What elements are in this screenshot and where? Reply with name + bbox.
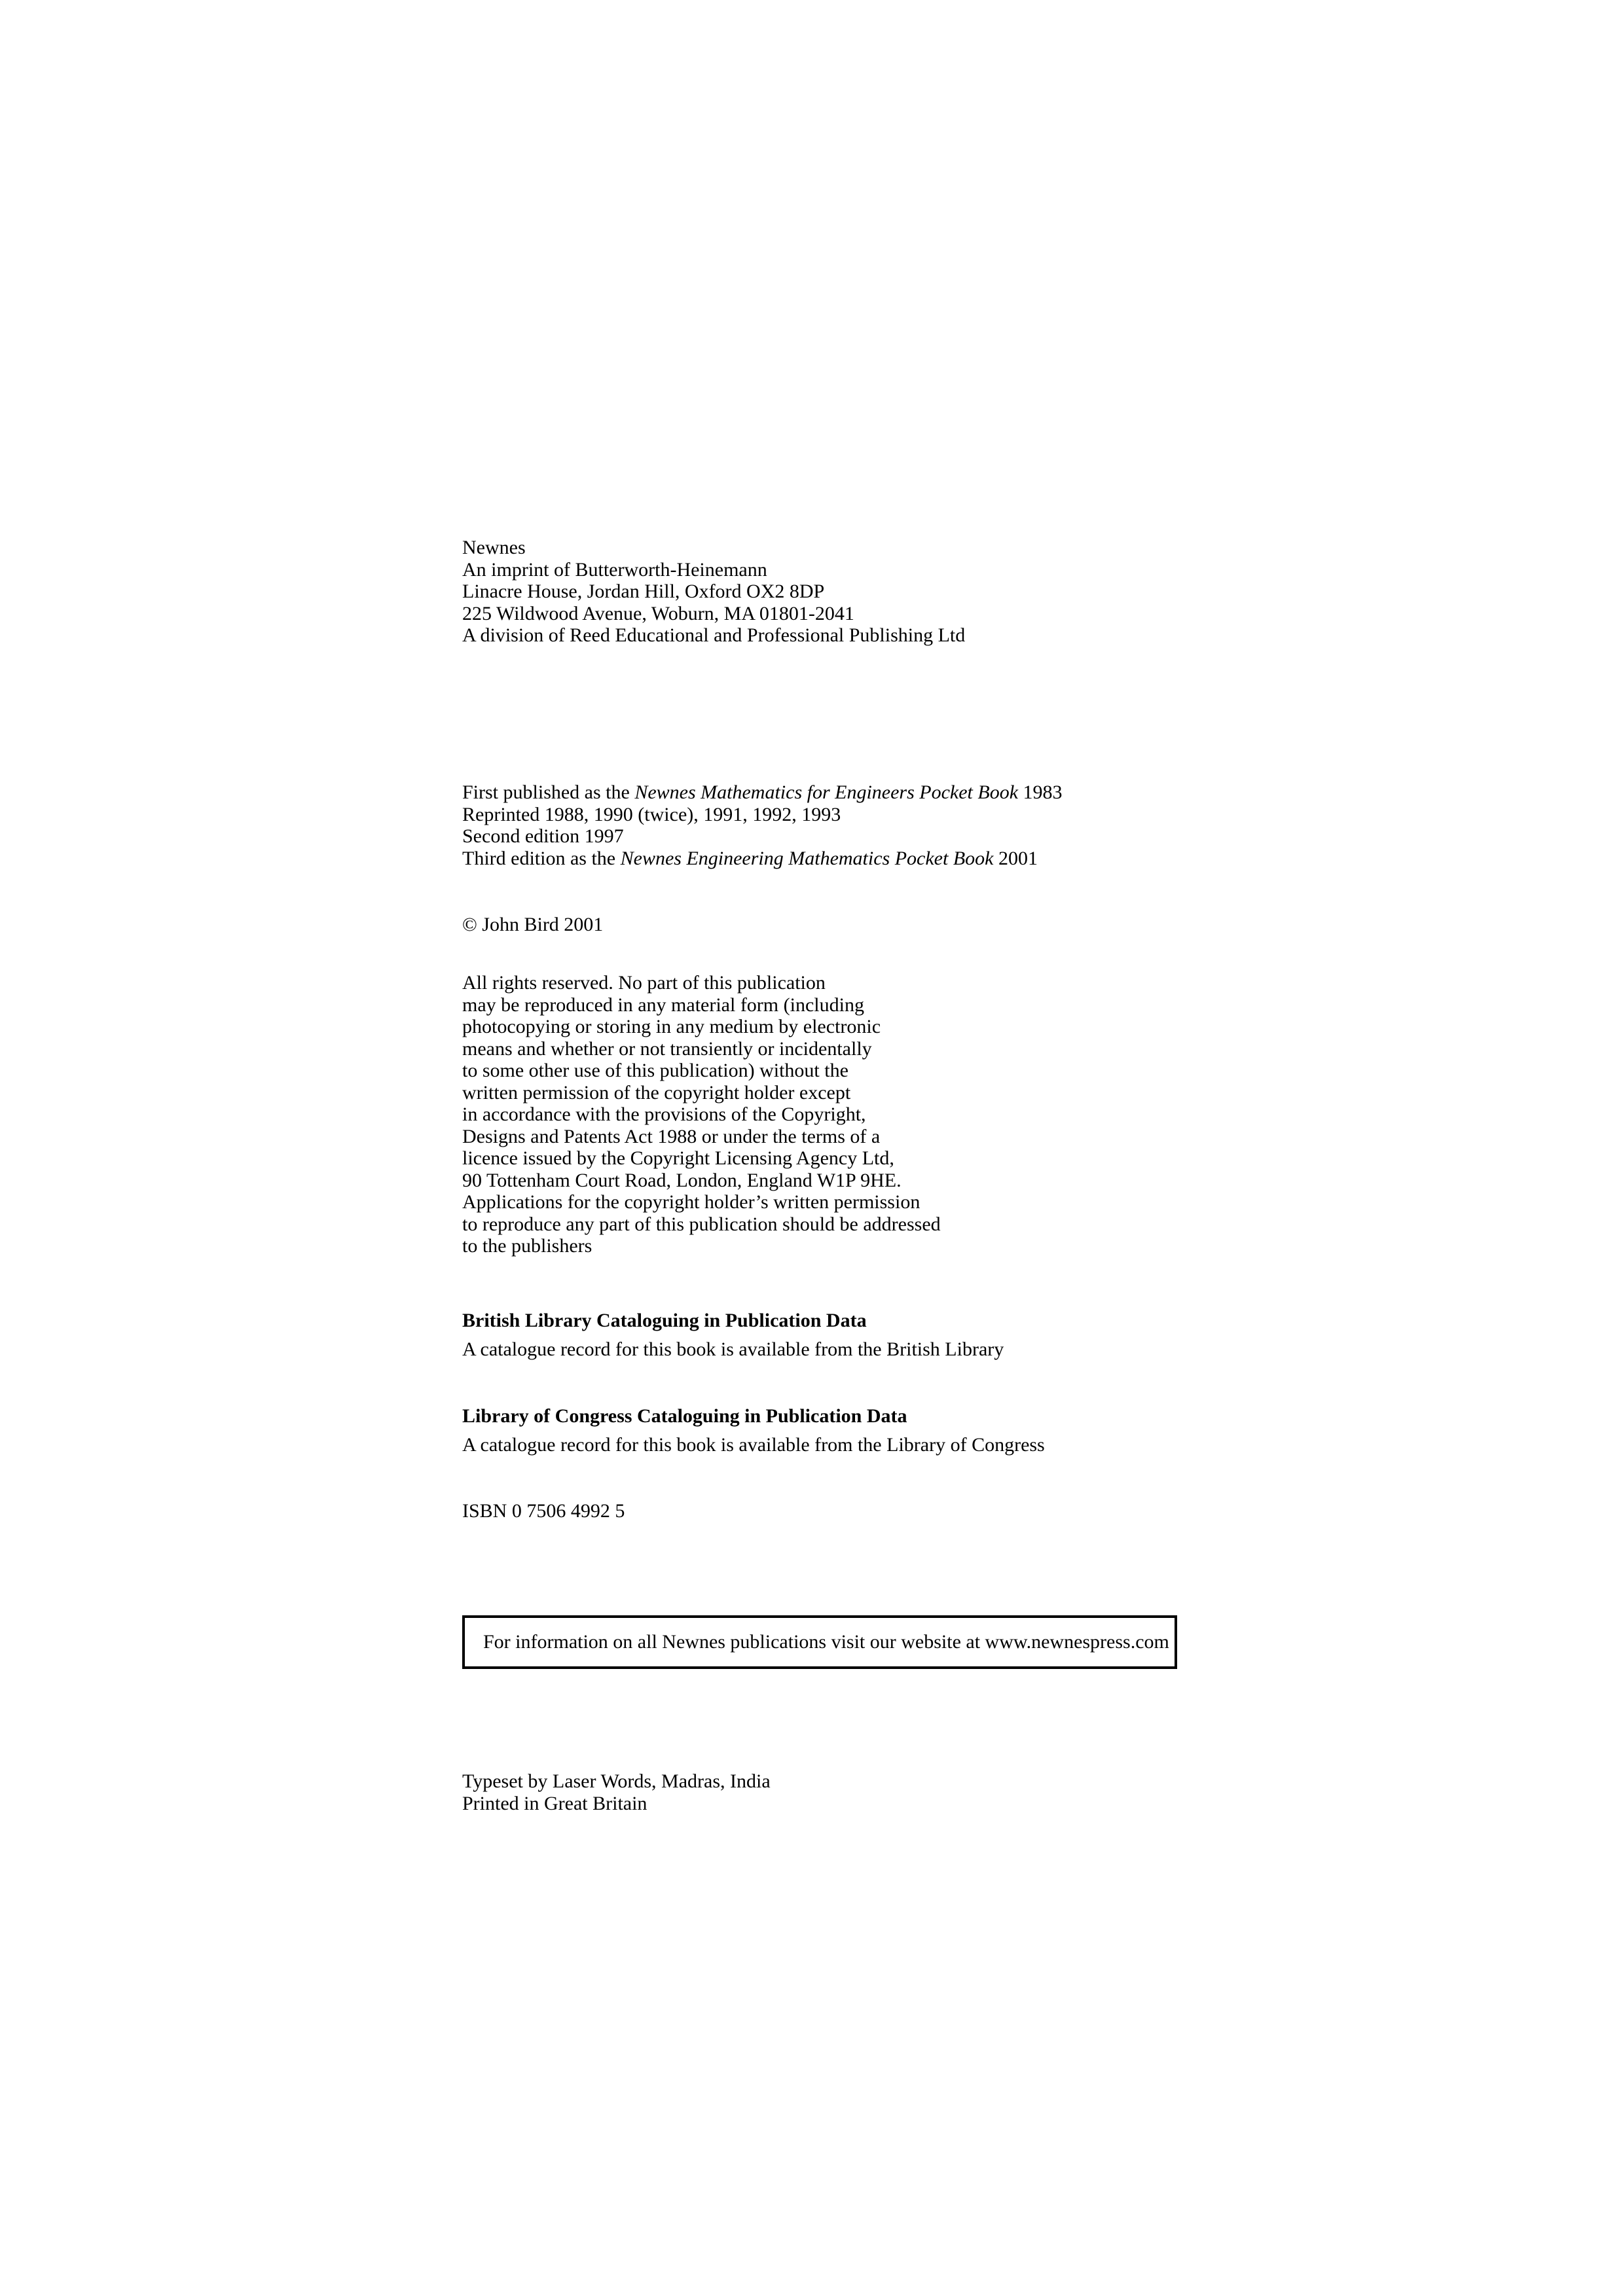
- history-third-title: Newnes Engineering Mathematics Pocket Book: [620, 847, 994, 869]
- british-library-text: A catalogue record for this book is available from the British Library: [462, 1338, 1004, 1360]
- library-of-congress-heading: Library of Congress Cataloguing in Publication Data: [462, 1405, 907, 1427]
- publisher-address-us: 225 Wildwood Avenue, Woburn, MA 01801-2041: [462, 602, 854, 624]
- copyright-line: © John Bird 2001: [462, 914, 604, 935]
- british-library-section: [462, 1306, 1004, 1364]
- printed-credit: Printed in Great Britain: [462, 1792, 647, 1814]
- publisher-name: Newnes: [462, 537, 526, 558]
- publisher-imprint: An imprint of Butterworth-Heinemann: [462, 558, 767, 581]
- rights-line: in accordance with the provisions of the Copyright,: [462, 1103, 866, 1125]
- rights-line: All rights reserved. No part of this publication: [462, 972, 826, 994]
- rights-line: 90 Tottenham Court Road, London, England W1P 9HE.: [462, 1169, 902, 1191]
- history-first-year: 1983: [1018, 781, 1063, 803]
- production-credits: [462, 1770, 771, 1814]
- isbn-section: [462, 1500, 625, 1522]
- website-notice-box: [462, 1615, 1177, 1669]
- rights-reserved: [462, 972, 941, 1257]
- isbn-number: ISBN 0 7506 4992 5: [462, 1500, 625, 1522]
- rights-line: to reproduce any part of this publication should be addressed: [462, 1213, 941, 1235]
- history-reprinted: Reprinted 1988, 1990 (twice), 1991, 1992, 1993: [462, 803, 841, 825]
- typeset-credit: Typeset by Laser Words, Madras, India: [462, 1770, 771, 1792]
- history-first-published: [462, 781, 1063, 804]
- rights-line: Designs and Patents Act 1988 or under the terms of a: [462, 1125, 881, 1147]
- history-third-year: 2001: [993, 847, 1038, 869]
- publisher-address: [462, 537, 965, 647]
- rights-line: written permission of the copyright holder except: [462, 1081, 851, 1103]
- rights-line: photocopying or storing in any medium by electronic: [462, 1016, 881, 1037]
- publisher-address-uk: Linacre House, Jordan Hill, Oxford OX2 8DP: [462, 581, 825, 602]
- history-second-edition: Second edition 1997: [462, 825, 624, 847]
- website-notice-text: For information on all Newnes publications visit our website at www.newnespress.com: [483, 1631, 1169, 1653]
- rights-line: to some other use of this publication) without the: [462, 1060, 848, 1081]
- history-third-edition: [462, 848, 1063, 870]
- rights-line: to the publishers: [462, 1235, 593, 1257]
- library-of-congress-section: [462, 1402, 1045, 1460]
- rights-line: licence issued by the Copyright Licensing Agency Ltd,: [462, 1147, 894, 1169]
- history-third-prefix: Third edition as the: [462, 847, 621, 869]
- publisher-division: A division of Reed Educational and Professional Publishing Ltd: [462, 624, 966, 646]
- history-first-title: Newnes Mathematics for Engineers Pocket Book: [634, 781, 1019, 803]
- history-first-prefix: First published as the: [462, 781, 635, 803]
- copyright-notice: [462, 914, 603, 936]
- british-library-heading: British Library Cataloguing in Publication Data: [462, 1310, 867, 1331]
- rights-line: means and whether or not transiently or incidentally: [462, 1037, 872, 1060]
- library-of-congress-text: A catalogue record for this book is available from the Library of Congress: [462, 1434, 1045, 1456]
- rights-line: may be reproduced in any material form (including: [462, 994, 864, 1016]
- rights-line: Applications for the copyright holder’s written permission: [462, 1191, 921, 1213]
- publication-history: [462, 781, 1063, 869]
